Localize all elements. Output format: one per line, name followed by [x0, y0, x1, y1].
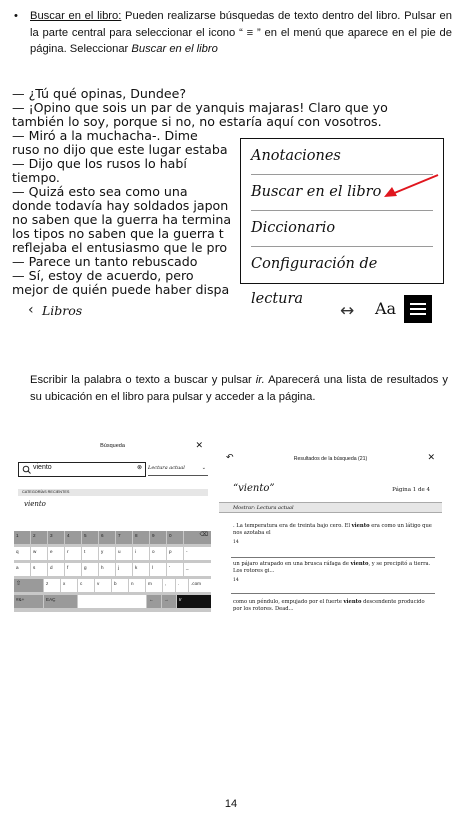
key[interactable]: h — [99, 563, 115, 576]
scope-dropdown[interactable] — [148, 462, 208, 476]
menu-item-annotations[interactable]: Anotaciones — [251, 139, 433, 175]
result-match: viento — [351, 523, 370, 529]
result-text: descendente producido por los rotores. Dead... — [233, 599, 425, 612]
search-screen-screenshot — [14, 440, 211, 612]
key[interactable]: q — [14, 547, 30, 560]
key[interactable]: z — [44, 579, 60, 592]
result-text: un pájaro atrapado en una brusca ráfaga de — [233, 561, 351, 567]
key[interactable]: 8 — [133, 531, 149, 544]
show-filter-label: Mostrar: Lectura actual — [233, 505, 294, 511]
left-arrow-key[interactable]: ← — [147, 595, 161, 608]
search-query: viento — [33, 464, 52, 471]
bullet: • — [14, 10, 18, 22]
clear-icon[interactable]: ⊗ — [136, 465, 142, 471]
recent-categories-label: CATEGORÍAS RECIENTES — [18, 489, 208, 496]
onscreen-keyboard — [14, 531, 211, 612]
reading-menu — [240, 138, 444, 307]
search-heading: Buscar en el libro: — [30, 10, 122, 22]
space-key[interactable] — [78, 595, 146, 608]
instruction-text: Escribir la palabra o texto a buscar y pulsar — [30, 374, 256, 386]
symbols-key[interactable]: #&+ — [14, 595, 43, 608]
instruction-paragraph — [30, 372, 448, 405]
result-text: como un péndulo, empujado por el fuerte — [233, 599, 344, 605]
key[interactable]: 7 — [116, 531, 132, 544]
key[interactable]: x — [61, 579, 77, 592]
font-settings-button[interactable]: Aa — [375, 299, 397, 318]
key[interactable]: d — [48, 563, 64, 576]
right-arrow-key[interactable]: → — [162, 595, 176, 608]
result-item[interactable] — [233, 523, 433, 546]
close-icon[interactable]: ✕ — [195, 440, 203, 450]
key[interactable]: s — [31, 563, 47, 576]
key[interactable]: r — [65, 547, 81, 560]
go-key[interactable]: Ir — [177, 595, 211, 608]
book-line: tiempo. — [12, 170, 60, 185]
chevron-down-icon: ⌄ — [201, 465, 206, 471]
menu-item-reading-settings[interactable]: Configuración de lectura — [251, 256, 378, 307]
book-line: ruso no dijo que este lugar estaba — [12, 142, 228, 157]
back-to-library-link[interactable]: Libros — [42, 303, 83, 318]
result-page-number: 14 — [233, 540, 239, 545]
results-title: Resultados de la búsqueda (21) — [293, 456, 368, 462]
result-text: . La temperatura era de treinta bajo cero. El — [233, 523, 352, 529]
intro-paragraph — [14, 8, 452, 58]
divider — [231, 557, 435, 558]
menu-item-search-book[interactable]: Buscar en el libro — [251, 175, 433, 211]
book-line: no saben que la guerra ha termina — [12, 212, 232, 227]
key[interactable]: e — [48, 547, 64, 560]
book-line: — Quizá esto sea como una — [12, 184, 188, 199]
instruction-text-end: Aparecerá una lista de resultados y su ubicación en el libro para pulsar y acceder a la página. — [30, 374, 448, 403]
key[interactable]: p — [167, 547, 183, 560]
divider — [231, 593, 435, 594]
scope-value: Lectura actual — [148, 465, 185, 471]
key[interactable]: f — [65, 563, 81, 576]
key[interactable]: ' — [167, 563, 183, 576]
book-line: — ¿Tú qué opinas, Dundee? — [12, 86, 187, 101]
intro-text: Pueden realizarse búsquedas de texto dentro del libro. Pulsar en la parte central para seleccionar el icono “ ≡ ” en el menú que aparece en el pie de página. Seleccionar — [30, 10, 452, 56]
key[interactable]: t — [82, 547, 98, 560]
key[interactable]: y — [99, 547, 115, 560]
key[interactable]: v — [95, 579, 111, 592]
key[interactable]: u — [116, 547, 132, 560]
page-number: 14 — [224, 798, 238, 810]
key[interactable]: k — [133, 563, 149, 576]
key[interactable]: m — [146, 579, 162, 592]
book-line: — Parece un tanto rebuscado — [12, 254, 198, 269]
book-line: mejor de quién puede haber dispa — [12, 282, 230, 297]
result-match: viento — [350, 561, 369, 567]
accents-key[interactable]: EAÇ — [44, 595, 77, 608]
key[interactable]: 3 — [48, 531, 64, 544]
menu-item-dictionary[interactable]: Diccionario — [251, 211, 433, 247]
key[interactable]: b — [112, 579, 128, 592]
key[interactable]: o — [150, 547, 166, 560]
key[interactable]: , — [163, 579, 175, 592]
red-arrow-icon — [380, 172, 442, 200]
key[interactable]: .com — [189, 579, 211, 592]
backspace-key[interactable]: ⌫ — [184, 531, 211, 544]
key[interactable]: 6 — [99, 531, 115, 544]
key[interactable]: 5 — [82, 531, 98, 544]
show-filter[interactable] — [219, 502, 442, 513]
intro-italic: Buscar en el libro — [131, 43, 218, 56]
book-line: — ¡Opino que sois un par de yanquis majaras! Claro que yo — [12, 100, 388, 115]
key[interactable]: 4 — [65, 531, 81, 544]
search-icon — [22, 465, 31, 474]
chevron-left-icon[interactable]: ‹ — [28, 302, 34, 318]
search-term: “viento” — [233, 483, 275, 494]
recent-search-item[interactable]: viento — [24, 500, 46, 508]
key[interactable]: 1 — [14, 531, 30, 544]
key[interactable]: g — [82, 563, 98, 576]
resize-arrows-icon[interactable]: ↔ — [340, 301, 355, 321]
close-icon[interactable]: ✕ — [427, 452, 435, 462]
search-results-screenshot — [219, 449, 442, 615]
shift-key[interactable]: ⇧ — [14, 579, 43, 592]
page-indicator: Página 1 de 4 — [392, 487, 430, 493]
book-line: — Miró a la muchacha-. Dime — [12, 128, 198, 143]
result-text: era como un látigo que nos azotaba el — [233, 523, 432, 536]
key[interactable]: 2 — [31, 531, 47, 544]
instruction-italic: ir. — [255, 374, 265, 386]
book-line: los tipos no saben que la guerra t — [12, 226, 224, 241]
book-line: — Dijo que los rusos lo habí — [12, 156, 187, 171]
book-line: — Sí, estoy de acuerdo, pero — [12, 268, 194, 283]
result-item[interactable] — [233, 599, 433, 613]
result-match: viento — [343, 599, 362, 605]
key[interactable]: j — [116, 563, 132, 576]
key[interactable]: - — [184, 547, 211, 560]
back-arrow-icon[interactable]: ↶ — [226, 452, 234, 462]
key[interactable]: 9 — [150, 531, 166, 544]
result-text: , y se precipitó a tierra. Los rotores gi... — [233, 561, 431, 574]
menu-hamburger-button[interactable] — [404, 295, 432, 323]
key[interactable]: c — [78, 579, 94, 592]
book-line: donde todavía hay soldados japon — [12, 198, 229, 213]
book-line: reflejaba el entusiasmo que le pro — [12, 240, 228, 255]
search-title: Búsqueda — [100, 443, 125, 449]
key[interactable]: l — [150, 563, 166, 576]
key[interactable]: _ — [184, 563, 211, 576]
result-item[interactable] — [233, 561, 433, 584]
search-input[interactable] — [18, 462, 146, 477]
book-line: también lo soy, porque si no, no estaría aquí con vosotros. — [12, 114, 382, 129]
key[interactable]: n — [129, 579, 145, 592]
result-page-number: 14 — [233, 578, 239, 583]
key[interactable]: 0 — [167, 531, 183, 544]
key[interactable]: i — [133, 547, 149, 560]
key[interactable]: w — [31, 547, 47, 560]
key[interactable]: . — [176, 579, 188, 592]
key[interactable]: a — [14, 563, 30, 576]
